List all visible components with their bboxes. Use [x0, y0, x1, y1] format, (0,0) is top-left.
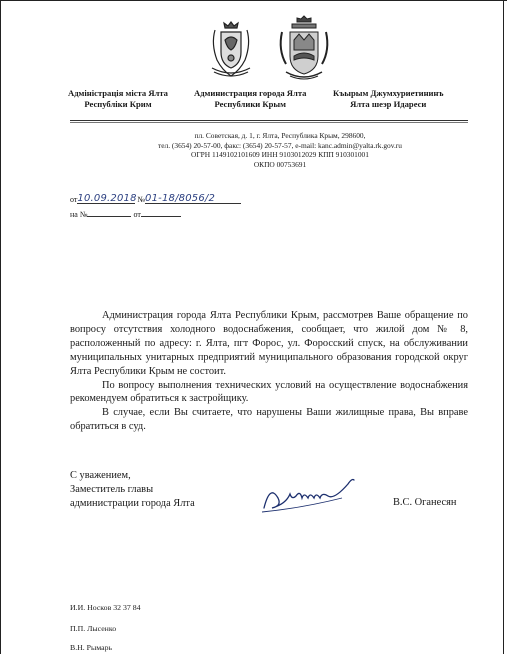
contact-registration-ids: ОГРН 1149102101609 ИНН 9103012029 КПП 910301001: [191, 150, 369, 160]
crimea-coat-of-arms-icon: [208, 18, 254, 80]
org-name-ukrainian: [68, 88, 168, 110]
reply-date-prefix: от: [133, 210, 141, 219]
page-edge-top: [0, 0, 507, 1]
header-divider: [70, 120, 468, 121]
contact-phones: тел. (3654) 20-57-00, факс: (3654) 20-57-57, e-mail: kanc.admin@yalta.rk.gov.ru: [158, 140, 402, 150]
org-name-russian: [194, 88, 306, 110]
handwritten-signature-icon: [260, 478, 370, 518]
signer-position-line2: администрации города Ялта: [70, 497, 195, 509]
contact-details: [120, 131, 440, 169]
org-name-crimean-tatar: [333, 88, 443, 110]
page-edge-left: [0, 0, 1, 654]
page-edge-right: [503, 0, 504, 654]
signer-position-line1: Заместитель главы: [70, 483, 154, 495]
outgoing-reference: [70, 194, 241, 204]
incoming-reference: [70, 207, 181, 219]
org-ukr-line1: Адміністрація міста Ялта: [68, 88, 168, 98]
org-rus-line2: Республики Крым: [214, 99, 286, 109]
body-paragraph-2: По вопросу выполнения технических условий на осуществление водоснабжения рекомендуем обратиться к застройщику.: [70, 379, 468, 405]
org-crh-line1: Къырым Джумхуриетининъ: [333, 88, 444, 98]
number-prefix: №: [137, 195, 146, 204]
yalta-coat-of-arms-icon: [276, 14, 332, 82]
executor-2: П.П. Лысенко: [70, 624, 117, 633]
org-crh-line2: Ялта шеэр Идареси: [350, 99, 427, 109]
org-ukr-line2: Республіки Крим: [84, 99, 152, 109]
contact-address: пл. Советская, д. 1, г. Ялта, Республика Крым, 298600,: [194, 131, 366, 140]
reply-number-prefix: на №: [70, 210, 88, 219]
handwritten-number: 01-18/8056/2: [145, 193, 216, 204]
contact-okpo: ОКПО 00753691: [253, 159, 307, 169]
date-prefix: от: [70, 195, 78, 204]
body-paragraph-3: В случае, если Вы считаете, что нарушены Ваши жилищные права, Вы вправе обратиться в суд.: [70, 407, 468, 433]
body-paragraph-1: Администрация города Ялта Республики Крым, рассмотрев Ваше обращение по вопросу отсутствия холодного водоснабжения, сообщает, что жилой дом № 8, расположенный по адресу: г. Ялта, пгт Форос, ул. Форосский спуск, на обслуживании муниципальных унитарных предприятий муниципального образования городской округ Ялта Республики Крым не состоит.: [70, 310, 468, 377]
header-divider-thin: [70, 122, 468, 123]
executor-3: В.Н. Рымарь: [70, 643, 113, 652]
number-field: [145, 194, 241, 204]
letter-body: [70, 309, 468, 434]
reply-number-field: [87, 207, 131, 217]
closing-line: С уважением,: [70, 470, 131, 481]
executor-1: И.И. Носков 32 37 84: [70, 603, 141, 612]
signature-block: [70, 469, 195, 511]
reply-date-field: [141, 207, 181, 217]
org-rus-line1: Администрация города Ялта: [194, 88, 307, 98]
date-field: [77, 194, 135, 204]
handwritten-date: 10.09.2018: [77, 193, 137, 204]
signer-name: В.С. Оганесян: [393, 497, 457, 508]
